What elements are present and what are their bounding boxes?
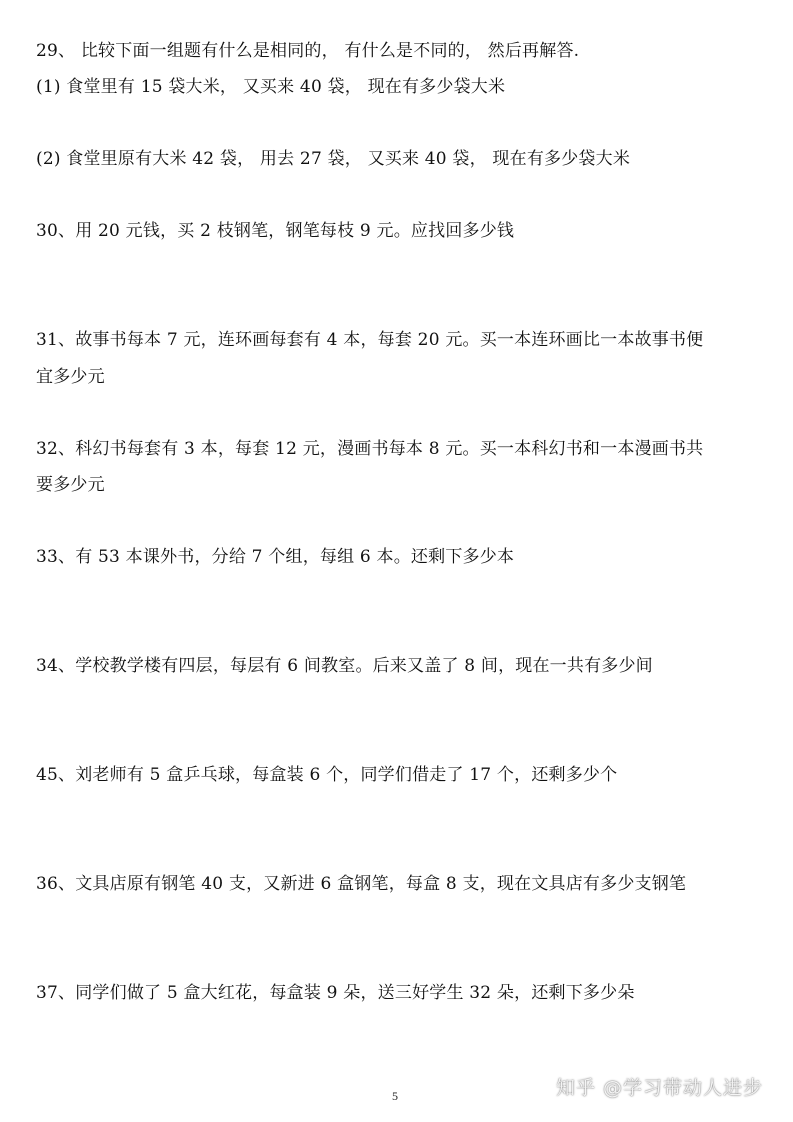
q31-line2: 宜多少元 <box>36 367 105 387</box>
q32-line1: 32、科幻书每套有 3 本，每套 12 元，漫画书每本 8 元。买一本科幻书和一本漫画书共 <box>36 439 704 459</box>
q30: 30、用 20 元钱，买 2 枝钢笔，钢笔每枝 9 元。应找回多少钱 <box>36 221 515 241</box>
q37: 37、同学们做了 5 盒大红花，每盒装 9 朵，送三好学生 32 朵，还剩下多少朵 <box>36 983 635 1003</box>
q29-part1: (1) 食堂里有 15 袋大米， 又买来 40 袋， 现在有多少袋大米 <box>36 77 506 97</box>
q29-instruction: 29、 比较下面一组题有什么是相同的， 有什么是不同的， 然后再解答. <box>36 41 580 61</box>
q31-line1: 31、故事书每本 7 元，连环画每套有 4 本，每套 20 元。买一本连环画比一本故事书便 <box>36 330 704 350</box>
q33: 33、有 53 本课外书，分给 7 个组，每组 6 本。还剩下多少本 <box>36 547 515 567</box>
watermark: 知乎 @学习带动人进步 <box>556 1077 764 1099</box>
q36: 36、文具店原有钢笔 40 支，又新进 6 盒钢笔，每盒 8 支，现在文具店有多少支钢笔 <box>36 874 687 894</box>
q29-part2: (2) 食堂里原有大米 42 袋， 用去 27 袋， 又买来 40 袋， 现在有多少袋大米 <box>36 149 631 169</box>
page-number: 5 <box>392 1089 398 1103</box>
q34: 34、学校教学楼有四层，每层有 6 间教室。后来又盖了 8 间，现在一共有多少间 <box>36 656 653 676</box>
q32-line2: 要多少元 <box>36 475 105 495</box>
q45: 45、刘老师有 5 盒乒乓球，每盒装 6 个，同学们借走了 17 个，还剩多少个 <box>36 765 618 785</box>
